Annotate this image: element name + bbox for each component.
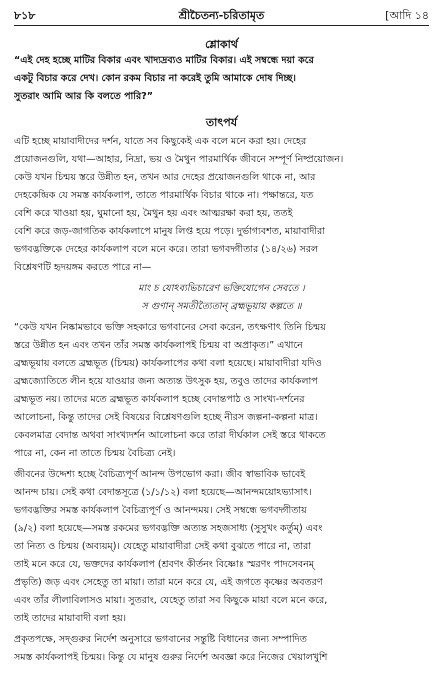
paragraph-line: প্রকৃতপক্ষে, সদ্গুরুর নির্দেশ অনুসারে ভগবানের সন্তুষ্টি বিধানের জন্য সম্পাদিত [14, 634, 307, 645]
paragraph-line: কেবলমাত্র বেদান্ত অথবা সাংখ্যদর্শন আলোচনা করে তারা দীর্ঘকাল সেই স্তরে থাকতে [14, 430, 326, 441]
paragraph-line: তা নিত্য ও চিন্ময় (অব্যয়ম্)। যেহেতু মায়াবাদীরা সেই কথা বুঝতে পারে না, তারা [14, 541, 311, 552]
page-number: ৮১৮ [14, 9, 36, 22]
translation-line: “এই দেহ হচ্ছে মাটির বিকার এবং খাদ্যদ্রব্যও মাটির বিকার। এই সম্বন্ধে দয়া করে [14, 55, 314, 66]
paragraph-line: জীবনের উদ্দেশ্য হচ্ছে বৈচিত্র্যপূর্ণ আনন্দ উপভোগ করা। জীব স্বাভাবিক ভাবেই [14, 469, 306, 480]
book-title: শ্রীচৈতন্য-চরিতামৃত [178, 9, 265, 22]
paragraph-line: “কেউ যখন নিষ্কামভাবে ভক্তি সহকারে ভগবানের সেবা করেন, তৎক্ষণাৎ তিনি চিন্ময় [14, 322, 326, 333]
paragraph-line: বিশ্লেষণটি হৃদয়ঙ্গম করতে পারে না— [14, 262, 152, 273]
translation-line: একটু বিচার করে দেখ। কোন রকম বিচার না করেই তুমি আমাকে দোষ দিচ্ছ। [14, 73, 296, 84]
paragraph-line: ভগবদ্ভক্তির সমস্ত কার্যকলাপ বৈচিত্র্যপূর্ণ ও আনন্দময়। সেই সম্বন্ধে ভগবদ্গীতায় [14, 505, 307, 516]
paragraph-line: ভগবদ্ভক্তিকে দেহের কার্যকলাপ বলে মনে করে। তারা ভগবদ্গীতার (১৪/২৬) সরল [14, 244, 319, 255]
paragraph-line: তাই তাদের মায়াবাদী বলা হয়। [14, 613, 127, 624]
translation-heading: শ্লোকার্থ [205, 38, 238, 51]
purport-heading: তাৎপর্য [205, 116, 238, 129]
paragraph-line: আলোচনা, কিন্তু তাদের সেই বিষয়ের বিশ্লেষণগুলি হচ্ছে নীরস জল্পনা-কল্পনা মাত্র। [14, 412, 318, 423]
paragraph-line: কেউ যখন চিন্ময় স্তরে উন্নীত হন, তখন আর দেহের প্রয়োজনগুলি থাকে না, আর [14, 172, 316, 183]
paragraph-line: আনন্দ চায়। সেই কথা বেদান্তসূত্রে (১/১/১২) বলা হয়েছে—আনন্দময়োঽভ্যাসাৎ। [14, 487, 312, 498]
paragraph-line: ব্রহ্মভূত নয়। তাদের মতে ব্রহ্মভূত কার্যকলাপ হচ্ছে বেদান্তপাঠ ও সাংখ্য-দর্শনের [14, 394, 305, 405]
paragraph-line: পারে না, কেন না তাতে চিন্ময় বৈচিত্র্য নেই। [14, 448, 176, 459]
chapter-reference: [আদি ১৪ [385, 9, 429, 22]
running-header [14, 4, 429, 24]
paragraph-line: দেহকেন্দ্রিক যে সমস্ত কার্যকলাপ, তাতে পারমার্থিক বিচার থাকে না। পক্ষান্তরে, যত [14, 190, 314, 201]
paragraph-line: ব্রহ্মজ্যোতিতে লীন হয়ে যাওয়ার জন্য অত্যন্ত উৎসুক হয়, তবুও তাদের কার্যকলাপ [14, 376, 318, 387]
paragraph-line: সমস্ত কার্যকলাপই চিন্ময়। কিন্তু যে মানুষ গুরুর নির্দেশ অবজ্ঞা করে নিজের খেয়ালখুশি [14, 652, 328, 663]
paragraph-line: তাই মনে করে যে, ভক্তদের কার্যকলাপ (শ্রবণং কীর্তনং বিষ্ণোঃ স্মরণং পাদসেবনম্ [14, 559, 315, 570]
paragraph-line: প্রয়োজনগুলি, যথা—আহার, নিদ্রা, ভয় ও মৈথুন পারমার্থিক জীবনে সম্পূর্ণ নিষ্প্রয়োজন। [14, 154, 344, 165]
paragraph-line: বেশি করে খাওয়া হয়, ঘুমানো হয়, মৈথুন হয় এবং আত্মরক্ষা করা হয়, ততই [14, 208, 293, 219]
header-rule [14, 25, 429, 26]
paragraph-line: এটি হচ্ছে মায়াবাদীদের দর্শন, যাতে সব কিছুকেই এক বলে মনে করা হয়। দেহের [14, 136, 307, 147]
paragraph-line: স্তরে উন্নীত হন এবং তখন তাঁর সমস্ত কার্যকলাপই চিন্ময় বা অপ্রাকৃত।” এখানে [14, 340, 303, 351]
paragraph-line: ব্রহ্মভূয়ায় বলতে ব্রহ্মভূত (চিন্ময়) কার্যকলাপের কথা বলা হয়েছে। মায়াবাদীরা যদিও [14, 358, 322, 369]
verse-line: স গুণান্ সমতীত্যৈতান্ ব্রহ্মভূয়ায় কল্পতে ॥ [141, 301, 302, 312]
paragraph-line: প্রভৃতি) জড় এবং সেহেতু তা মায়া। তারা মনে করে যে, এই জগতে কৃষ্ণের অবতরণ [14, 577, 323, 588]
translation-line: সুতরাং আমি আর কি বলতে পারি?” [14, 91, 153, 102]
paragraph-line: এবং তাঁর লীলাবিলাসও মায়া। সুতরাং, যেহেতু তারা সব কিছুকে মায়া বলে মনে করে, [14, 595, 328, 606]
paragraph-line: বেশি করে জড়-জাগতিক কার্যকলাপে মানুষ লিপ্ত হয়ে পড়ে। দুর্ভাগ্যবশত, মায়াবাদীরা [14, 226, 326, 237]
verse-line: মাং চ যোঽব্যভিচারেণ ভক্তিযোগেন সেবতে । [138, 283, 305, 294]
paragraph-line: (৯/২) বলা হয়েছে—সমস্ত রকমের ভগবদ্ভক্তি অত্যন্ত সহজসাধ্য (সুসুখং কর্তুম্) এবং [14, 523, 323, 534]
